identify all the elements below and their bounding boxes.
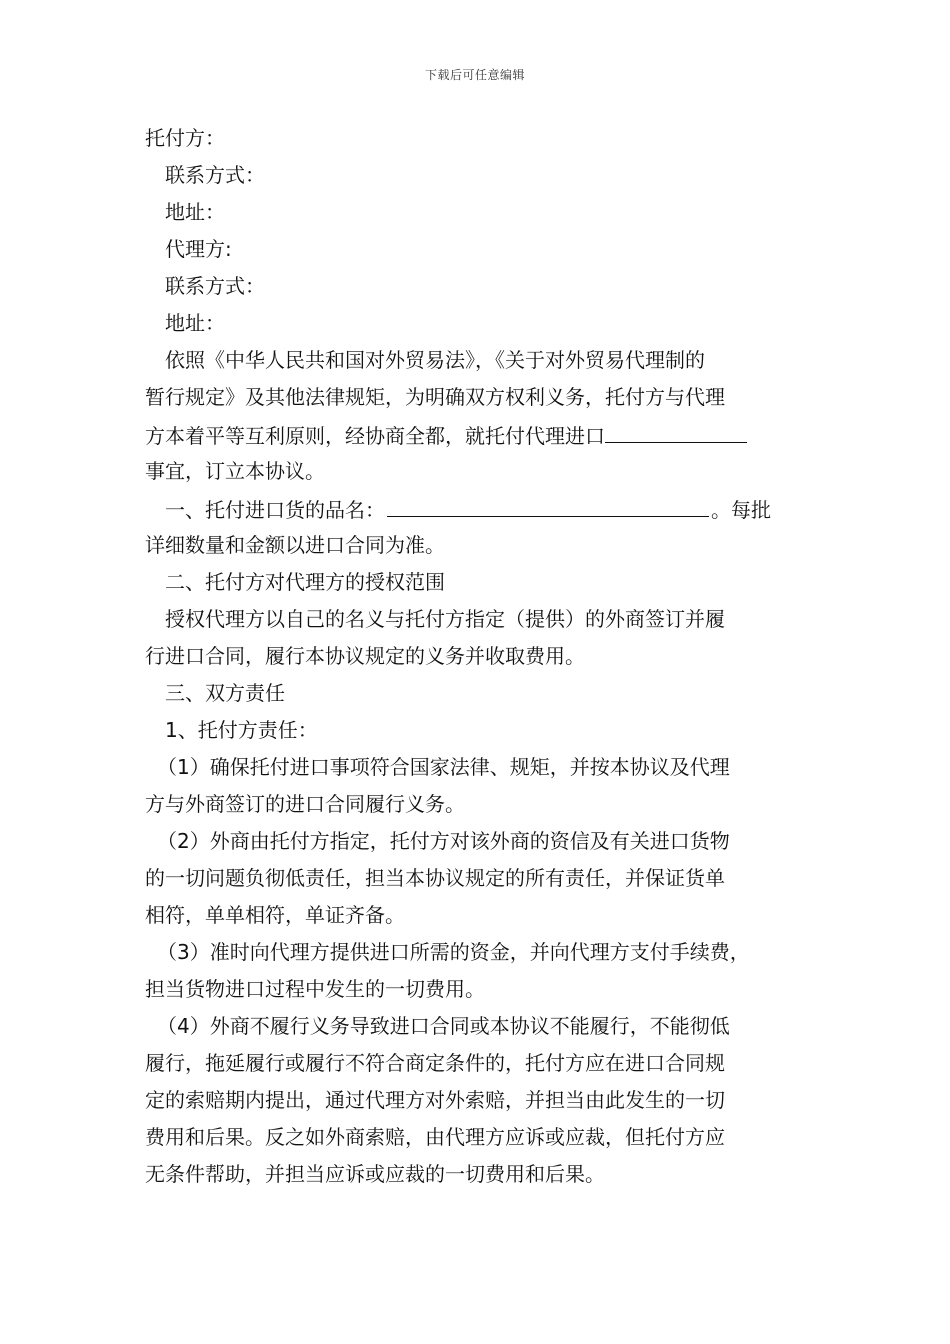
principal-label: 托付方：	[145, 126, 225, 150]
item-2-line-1: （2）外商由托付方指定，托付方对该外商的资信及有关进口货物	[157, 829, 730, 853]
clause-1-heading: 一、托付进口货的品名：	[165, 498, 385, 522]
item-4-line-2: 履行，拖延履行或履行不符合商定条件的，托付方应在进口合同规	[145, 1051, 725, 1075]
preamble-line-1: 依照《中华人民共和国对外贸易法》，《关于对外贸易代理制的	[165, 348, 705, 372]
item-1-line-2: 方与外商签订的进口合同履行义务。	[145, 792, 465, 816]
agent-contact-label: 联系方式：	[165, 274, 265, 298]
item-2-line-2: 的一切问题负彻低责任，担当本协议规定的所有责任，并保证货单	[145, 866, 725, 890]
preamble-line-3	[145, 416, 810, 453]
preamble-line-2: 暂行规定》及其他法律规矩，为明确双方权利义务，托付方与代理	[145, 385, 725, 409]
goods-name-blank[interactable]	[387, 490, 709, 517]
clause-2-heading: 二、托付方对代理方的授权范围	[165, 570, 445, 594]
import-item-blank[interactable]	[605, 416, 747, 443]
page-header: 下载后可任意编辑	[424, 68, 525, 82]
item-4-line-4: 费用和后果。反之如外商索赔，由代理方应诉或应裁，但托付方应	[145, 1125, 725, 1149]
agent-address-label: 地址：	[165, 311, 225, 335]
item-3-line-1: （3）准时向代理方提供进口所需的资金，并向代理方支付手续费，	[157, 940, 750, 964]
item-2-line-3: 相符，单单相符，单证齐备。	[145, 903, 405, 927]
clause-2-line-2: 行进口合同，履行本协议规定的义务并收取费用。	[145, 644, 585, 668]
item-4-line-3: 定的索赔期内提出，通过代理方对外索赔，并担当由此发生的一切	[145, 1088, 725, 1112]
item-1-line-1: （1）确保托付进口事项符合国家法律、规矩，并按本协议及代理	[157, 755, 730, 779]
document-body	[145, 120, 810, 1193]
clause-3-1-heading: 1、托付方责任：	[165, 718, 318, 742]
principal-contact-label: 联系方式：	[165, 163, 265, 187]
clause-1-line-2: 详细数量和金额以进口合同为准。	[145, 533, 445, 557]
principal-address-label: 地址：	[165, 200, 225, 224]
item-4-line-5: 无条件帮助，并担当应诉或应裁的一切费用和后果。	[145, 1162, 605, 1186]
clause-1-tail: 。每批	[711, 498, 771, 522]
item-3-line-2: 担当货物进口过程中发生的一切费用。	[145, 977, 485, 1001]
preamble-line-3-text: 方本着平等互利原则，经协商全都，就托付代理进口	[145, 424, 605, 448]
clause-2-line-1: 授权代理方以自己的名义与托付方指定（提供）的外商签订并履	[165, 607, 725, 631]
clause-1-line-1	[145, 490, 810, 527]
item-4-line-1: （4）外商不履行义务导致进口合同或本协议不能履行，不能彻低	[157, 1014, 730, 1038]
clause-3-heading: 三、双方责任	[165, 681, 285, 705]
preamble-line-4: 事宜，订立本协议。	[145, 459, 325, 483]
agent-label: 代理方:	[165, 237, 232, 261]
